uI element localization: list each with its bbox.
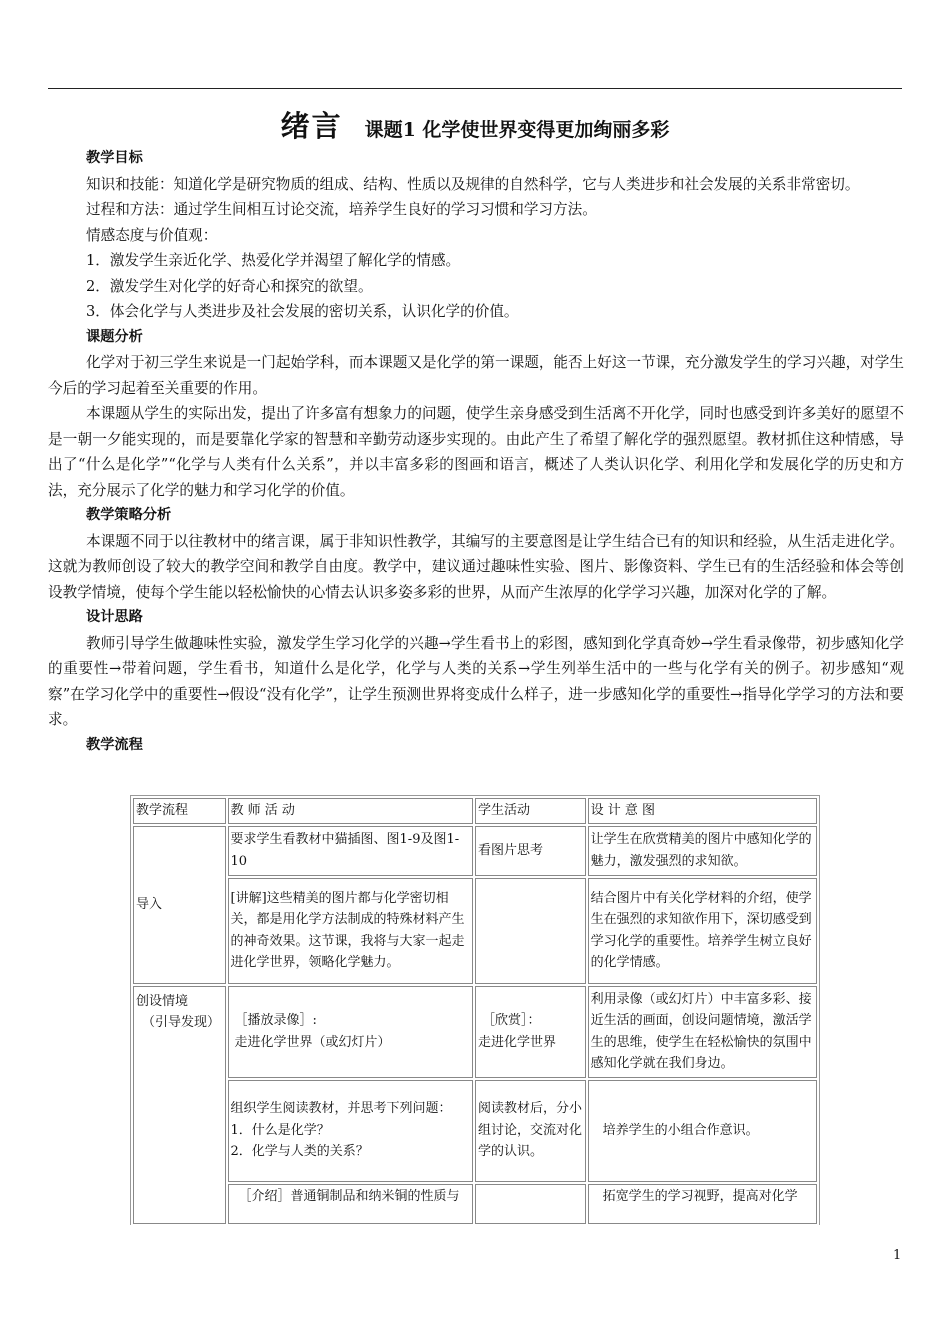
document-body (48, 146, 904, 758)
teacher-activity: ［介绍］普通铜制品和纳米铜的性质与 (228, 1184, 473, 1224)
goal-emotion-label: 情感态度与价值观： (86, 226, 218, 244)
teacher-activity-line: 2．化学与人类的关系？ (230, 1144, 369, 1160)
analysis-paragraph: 化学对于初三学生来说是一门起始学科，而本课题又是化学的第一课题，能否上好这一节课，充分激发学生的学习兴趣，对学生今后的学习起着至关重要的作用。 (48, 354, 904, 397)
analysis-paragraph: 本课题从学生的实际出发，提出了许多富有想象力的问题，使学生亲身感受到生活离不开化学，同时也感受到许多美好的愿望不是一朝一夕能实现的，而是要靠化学家的智慧和辛勤劳动逐步实现的。由此产生了希望了解化学的强烈愿望。教材抓住这种情感，导出了“什么是化学”“化学与人类有什么关系”，并以丰富多彩的图画和语言，概述了人类认识化学、利用化学和发展化学的历史和方法，充分展示了化学的魅力和学习化学的价值。 (48, 405, 904, 499)
goal-emotion-item: 2．激发学生对化学的好奇心和探究的欲望。 (86, 277, 373, 295)
teacher-activity (228, 986, 473, 1078)
student-activity-line: ［欣赏］： (481, 1013, 541, 1028)
table-row (133, 826, 817, 876)
heading-flow: 教学流程 (86, 736, 143, 753)
student-activity (475, 986, 586, 1078)
student-activity: 阅读教材后，分小组讨论，交流对化学的认识。 (475, 1080, 586, 1182)
stage-cell: 导入 (133, 826, 226, 984)
stage-label: 创设情境 (136, 993, 189, 1009)
goal-emotion-item: 1．激发学生亲近化学、热爱化学并渴望了解化学的情感。 (86, 252, 461, 269)
design-intent: 培养学生的小组合作意识。 (588, 1080, 817, 1182)
table-header-cell: 教 师 活 动 (228, 798, 473, 824)
heading-design: 设计思路 (86, 609, 143, 625)
stage-label-sub: （引导发现） (142, 1015, 221, 1030)
teacher-activity (228, 1080, 473, 1182)
page-title (48, 104, 902, 145)
header-rule (48, 88, 902, 89)
heading-strategy: 教学策略分析 (86, 507, 172, 523)
table-row (133, 986, 817, 1078)
teacher-activity: 要求学生看教材中猫插图、图1-9及图1-10 (228, 826, 473, 876)
teaching-flow-table-wrapper (128, 793, 828, 1225)
teacher-activity-line: ［播放录像］: (234, 1013, 317, 1028)
table-row (133, 1184, 817, 1224)
heading-analysis: 课题分析 (86, 328, 143, 345)
goal-emotion-item: 3．体会化学与人类进步及社会发展的密切关系，认识化学的价值。 (86, 303, 519, 320)
title-main: 绪言 (280, 109, 343, 143)
goal-knowledge: 知识和技能：知道化学是研究物质的组成、结构、性质以及规律的自然科学，它与人类进步和社会发展的关系非常密切。 (86, 175, 860, 193)
student-activity (475, 878, 586, 984)
teaching-flow-table (130, 795, 820, 1225)
table-row (133, 1080, 817, 1182)
design-intent: 结合图片中有关化学材料的介绍，使学生在强烈的求知欲作用下，深切感受到学习化学的重要性。培养学生树立良好的化学情感。 (588, 878, 817, 984)
table-header-cell: 教学流程 (133, 798, 226, 824)
design-paragraph: 教师引导学生做趣味性实验，激发学生学习化学的兴趣→学生看书上的彩图，感知到化学真奇妙→学生看录像带，初步感知化学的重要性→带着问题，学生看书，知道什么是化学，化学与人类的关系→学生列举生活中的一些与化学有关的例子。初步感知“观察”在学习化学中的重要性→假设“没有化学”，让学生预测世界将变成什么样子，进一步感知化学的重要性→指导化学学习的方法和要求。 (48, 634, 904, 728)
student-activity: 看图片思考 (475, 826, 586, 876)
student-activity-line: 走进化学世界 (477, 1034, 556, 1050)
table-header-cell: 设 计 意 图 (588, 798, 817, 824)
table-header-row (133, 798, 817, 824)
teacher-activity-line: 组织学生阅读教材，并思考下列问题： (230, 1101, 452, 1117)
table-header-cell: 学生活动 (475, 798, 586, 824)
heading-goals: 教学目标 (86, 150, 143, 166)
teacher-activity: [讲解]这些精美的图片都与化学密切相关，都是用化学方法制成的特殊材料产生的神奇效果。这节课，我将与大家一起走进化学世界，领略化学魅力。 (228, 878, 473, 984)
design-intent: 拓宽学生的学习视野，提高对化学 (588, 1184, 817, 1224)
stage-cell (133, 986, 226, 1224)
table-row (133, 878, 817, 984)
design-intent: 让学生在欣赏精美的图片中感知化学的魅力，激发强烈的求知欲。 (588, 826, 817, 876)
title-sub: 课题1 化学使世界变得更加绚丽多彩 (364, 119, 670, 141)
page-number: 1 (893, 1248, 902, 1263)
design-intent: 利用录像（或幻灯片）中丰富多彩、接近生活的画面，创设问题情境，激活学生的思维，使学生在轻松愉快的氛围中感知化学就在我们身边。 (588, 986, 817, 1078)
strategy-paragraph: 本课题不同于以往教材中的绪言课，属于非知识性教学，其编写的主要意图是让学生结合已有的知识和经验，从生活走进化学。这就为教师创设了较大的教学空间和教学自由度。教学中，建议通过趣味性实验、图片、影像资料、学生已有的生活经验和体会等创设教学情境，使每个学生能以轻松愉快的心情去认识多姿多彩的世界，从而产生浓厚的化学学习兴趣，加深对化学的了解。 (48, 532, 904, 601)
student-activity (475, 1184, 586, 1224)
goal-process: 过程和方法：通过学生间相互讨论交流，培养学生良好的学习习惯和学习方法。 (86, 201, 597, 218)
teacher-activity-line: 走进化学世界（或幻灯片） (234, 1034, 391, 1050)
teacher-activity-line: 1．什么是化学？ (230, 1122, 330, 1138)
